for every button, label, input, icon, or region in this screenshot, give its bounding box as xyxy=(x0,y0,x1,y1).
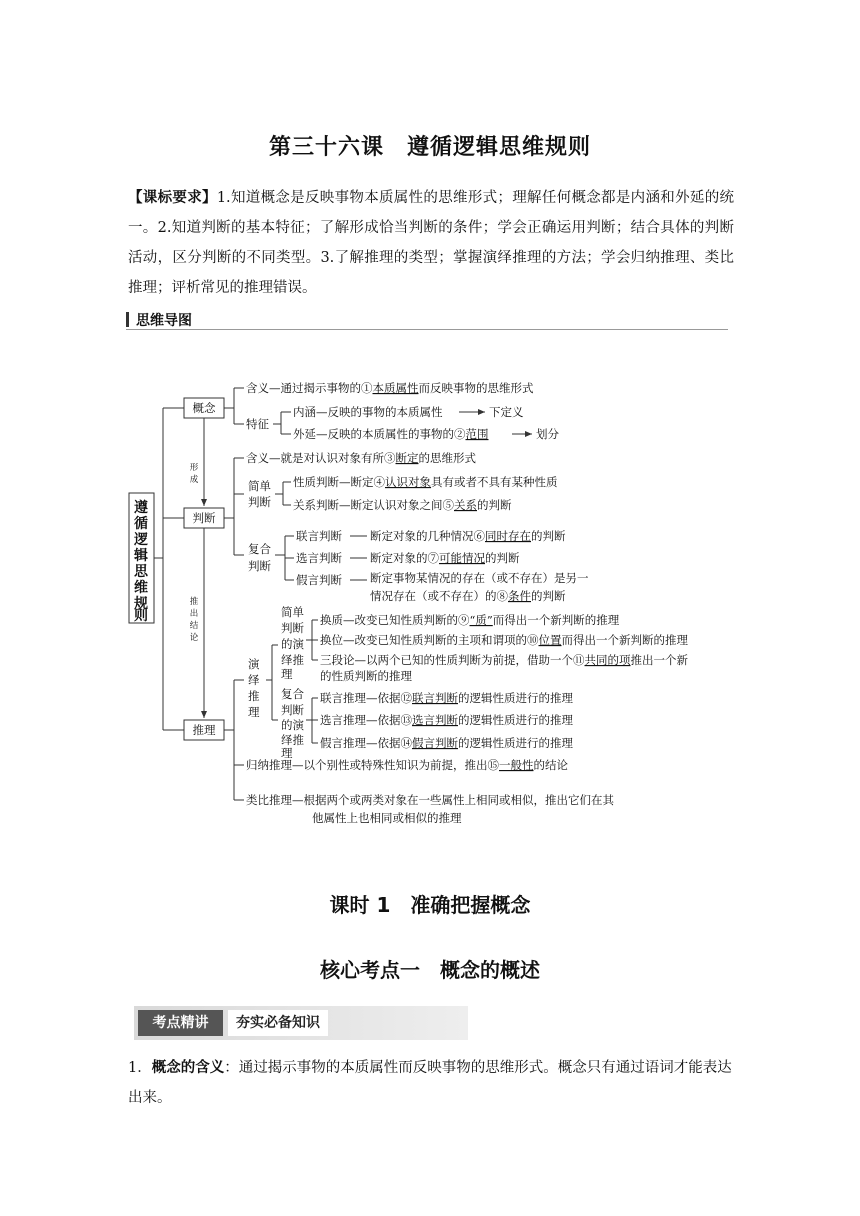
blank-1: 本质属性 xyxy=(372,381,419,395)
relation-judgment: 关系判断—断定认识对象之间⑤关系的判断 xyxy=(293,498,512,512)
concept-intension-result: 下定义 xyxy=(489,405,524,419)
blank-14: 假言判断 xyxy=(412,736,458,750)
simple-deduct-label: 简单 xyxy=(281,605,304,619)
disjunctive-judgment-label: 选言判断 xyxy=(296,551,342,565)
para-text: ：通过揭示事物的本质属性而反映事物的思维形式。概念只有通过语词才能表达出来。 xyxy=(128,1060,732,1106)
derive-label-char: 论 xyxy=(189,633,199,643)
compound-judgment-label: 判断 xyxy=(248,559,271,573)
concept-meaning: 含义—通过揭示事物的①本质属性而反映事物的思维形式 xyxy=(246,381,534,395)
node-judgment: 判断 xyxy=(192,511,216,525)
hypothetical-judgment-label: 假言判断 xyxy=(296,573,342,587)
blank-9: “质” xyxy=(469,613,493,627)
deductive-label: 理 xyxy=(248,705,260,719)
obversion: 换质—改变已知性质判断的⑨“质”而得出一个新判断的推理 xyxy=(320,613,620,627)
banner-dark-label: 考点精讲 xyxy=(138,1010,223,1036)
derive-label-char: 结 xyxy=(189,621,199,631)
blank-10: 位置 xyxy=(538,633,562,647)
node-reasoning: 推理 xyxy=(192,723,216,737)
blank-6: 同时存在 xyxy=(485,529,531,543)
requirements-text: 1.知道概念是反映事物本质属性的思维形式；理解任何概念都是内涵和外延的统一。2.知道判断的基本特征；了解形成恰当判断的条件；学会正确运用判断；结合具体的判断活动，区分判断的不同类型。3.了解推理的类型；掌握演绎推理的方法；学会归纳推理、类比推理；评析常见的推理错误。 xyxy=(128,190,734,296)
lesson-title: 课时 1 准确把握概念 xyxy=(329,893,531,917)
concept-extension-result: 划分 xyxy=(536,427,559,441)
section-label: 思维导图 xyxy=(136,313,192,329)
hypothetical-judgment-line2: 情况存在（或不存在）的⑧条件的判断 xyxy=(370,589,566,603)
requirements-tag: 【课标要求】 xyxy=(128,190,217,206)
analogical-reasoning-line2: 他属性上也相同或相似的推理 xyxy=(312,811,462,825)
deductive-label: 绎 xyxy=(248,673,260,687)
blank-15: 一般性 xyxy=(499,758,534,772)
blank-2: 范围 xyxy=(465,427,489,441)
property-judgment: 性质判断—断定④认识对象具有或者不具有某种性质 xyxy=(293,475,558,489)
derive-label-char: 推 xyxy=(189,597,199,607)
hypothetical-judgment-line1: 断定事物某情况的存在（或不存在）是另一 xyxy=(370,571,589,585)
banner-light-label: 夯实必备知识 xyxy=(228,1010,328,1036)
para-number: 1． xyxy=(128,1060,152,1076)
simple-deduct-label: 判断 xyxy=(281,621,304,635)
deductive-label: 推 xyxy=(248,689,260,703)
derive-label-char: 出 xyxy=(189,609,199,619)
syllogism: 三段论—以两个已知的性质判断为前提，借助一个⑪共同的项推出一个新 xyxy=(320,653,688,667)
node-concept: 概念 xyxy=(192,401,216,415)
root-char: 规 xyxy=(134,596,148,612)
compound-deduct-label: 的演 xyxy=(281,718,304,732)
compound-judgment-label: 复合 xyxy=(248,542,271,556)
conjunctive-reasoning: 联言推理—依据⑫联言判断的逻辑性质进行的推理 xyxy=(320,691,573,705)
disjunctive-judgment: 断定对象的⑦可能情况的判断 xyxy=(370,551,520,565)
conjunctive-judgment: 断定对象的几种情况⑥同时存在的判断 xyxy=(370,529,566,543)
conjunctive-judgment-label: 联言判断 xyxy=(296,529,342,543)
concept-extension: 外延—反映的本质属性的事物的②范围 xyxy=(293,427,489,441)
root-char: 辑 xyxy=(134,548,148,564)
root-char: 思 xyxy=(134,564,148,580)
blank-11: 共同的项 xyxy=(584,653,631,667)
inductive-reasoning: 归纳推理—以个别性或特殊性知识为前提，推出⑮一般性的结论 xyxy=(246,758,568,772)
blank-3: 断定 xyxy=(395,451,419,465)
blank-8: 条件 xyxy=(508,589,531,603)
blank-5: 关系 xyxy=(454,498,477,512)
disjunctive-reasoning: 选言推理—依据⑬选言判断的逻辑性质进行的推理 xyxy=(320,713,573,727)
judgment-meaning: 含义—就是对认识对象有所③断定的思维形式 xyxy=(246,451,476,465)
page-title: 第三十六课 遵循逻辑思维规则 xyxy=(268,135,591,160)
analogical-reasoning-line1: 类比推理—根据两个或两类对象在一些属性上相同或相似，推出它们在其 xyxy=(246,793,614,807)
blank-4: 认识对象 xyxy=(385,475,431,489)
root-char: 维 xyxy=(134,580,148,596)
form-label-char: 形 xyxy=(189,463,199,473)
simple-judgment-label: 简单 xyxy=(248,479,271,493)
conversion: 换位—改变已知性质判断的主项和谓项的⑩位置而得出一个新判断的推理 xyxy=(320,633,688,647)
paragraph-concept-meaning xyxy=(128,1053,734,1113)
concept-intension: 内涵—反映的事物的本质属性 xyxy=(293,405,443,419)
form-label-char: 成 xyxy=(189,475,199,485)
simple-deduct-label: 绎推 xyxy=(281,653,304,667)
syllogism-line2: 的性质判断的推理 xyxy=(320,669,412,683)
compound-deduct-label: 绎推 xyxy=(281,733,304,747)
root-char: 遵 xyxy=(134,500,148,516)
deductive-label: 演 xyxy=(248,657,260,671)
blank-13: 选言判断 xyxy=(412,713,458,727)
section-banner xyxy=(134,1006,468,1040)
root-char: 逻 xyxy=(134,532,148,548)
blank-7: 可能情况 xyxy=(439,551,485,565)
concept-feature: 特征 xyxy=(246,417,269,431)
compound-deduct-label: 复合 xyxy=(281,687,304,701)
root-char: 循 xyxy=(134,516,148,532)
point-title: 核心考点一 概念的概述 xyxy=(320,958,540,982)
root-char: 则 xyxy=(134,608,148,624)
simple-judgment-label: 判断 xyxy=(248,495,271,509)
simple-deduct-label: 理 xyxy=(281,667,293,681)
hypothetical-reasoning: 假言推理—依据⑭假言判断的逻辑性质进行的推理 xyxy=(320,736,573,750)
blank-12: 联言判断 xyxy=(412,691,458,705)
simple-deduct-label: 的演 xyxy=(281,637,304,651)
compound-deduct-label: 判断 xyxy=(281,703,304,717)
para-bold-term: 概念的含义 xyxy=(151,1060,225,1076)
compound-deduct-label: 理 xyxy=(281,746,293,760)
